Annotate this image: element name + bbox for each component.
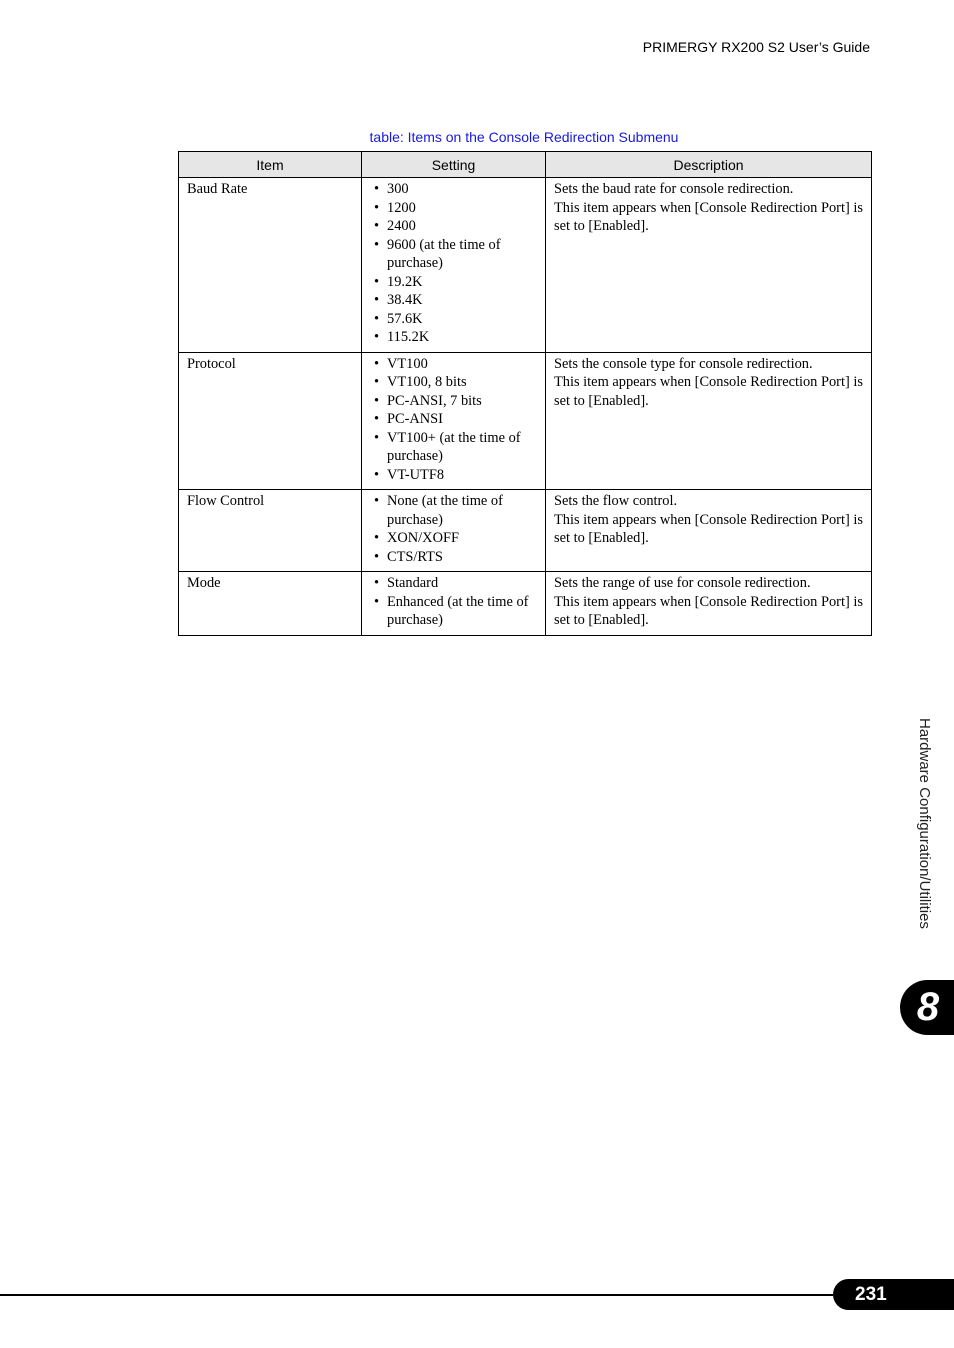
setting-options-list: [370, 180, 537, 347]
item-cell: Protocol: [179, 352, 362, 490]
table-row: [179, 178, 872, 353]
setting-option: • 2400: [387, 217, 537, 236]
setting-option: • 19.2K: [387, 273, 537, 292]
table-row: [179, 490, 872, 572]
setting-option: • VT100: [387, 355, 537, 374]
column-header-setting: Setting: [362, 152, 546, 178]
setting-option: • Standard: [387, 574, 537, 593]
description-line: This item appears when [Console Redirection Port] is set to [Enabled].: [554, 593, 863, 628]
description-line: Sets the console type for console redirection.: [554, 355, 813, 372]
setting-option: • PC-ANSI: [387, 410, 537, 429]
console-redirection-table: [178, 151, 872, 636]
setting-option: • VT100, 8 bits: [387, 373, 537, 392]
description-line: This item appears when [Console Redirection Port] is set to [Enabled].: [554, 374, 863, 409]
description-line: Sets the range of use for console redirection.: [554, 575, 811, 591]
setting-cell: [362, 490, 546, 572]
description-line: This item appears when [Console Redirection Port] is set to [Enabled].: [554, 511, 863, 546]
column-header-description: Description: [546, 152, 872, 178]
item-cell: Flow Control: [179, 490, 362, 572]
setting-cell: [362, 572, 546, 636]
description-cell: [546, 490, 872, 572]
setting-cell: [362, 352, 546, 490]
chapter-number: 8: [916, 985, 940, 1029]
description-cell: [546, 572, 872, 636]
setting-cell: [362, 178, 546, 353]
description-cell: [546, 178, 872, 353]
running-header-title: PRIMERGY RX200 S2 User’s Guide: [642, 39, 870, 55]
footer-rule: [0, 1294, 850, 1296]
description-line: Sets the flow control.: [554, 493, 678, 509]
page-number-badge: [833, 1279, 954, 1310]
setting-option: • 115.2K: [387, 328, 537, 347]
setting-option: • Enhanced (at the time of purchase): [387, 593, 537, 630]
setting-option: • XON/XOFF: [387, 529, 537, 548]
setting-option: • 300: [387, 180, 537, 199]
setting-options-list: [370, 355, 537, 485]
column-header-item: Item: [179, 152, 362, 178]
page-number: 231: [855, 1283, 887, 1305]
table-header-row: [179, 152, 872, 178]
setting-option: • VT100+ (at the time of purchase): [387, 429, 537, 466]
chapter-tab: [900, 980, 954, 1035]
description-line: Sets the baud rate for console redirection.: [554, 181, 794, 197]
setting-option: • PC-ANSI, 7 bits: [387, 392, 537, 411]
setting-option: • 1200: [387, 199, 537, 218]
setting-option: • VT-UTF8: [387, 466, 537, 485]
table-row: [179, 352, 872, 490]
setting-option: • CTS/RTS: [387, 548, 537, 567]
setting-options-list: [370, 492, 537, 566]
setting-option: • 38.4K: [387, 291, 537, 310]
setting-option: • 57.6K: [387, 310, 537, 329]
section-side-label: Hardware Configuration/Utilities: [916, 718, 933, 929]
description-line: This item appears when [Console Redirection Port] is set to [Enabled].: [554, 199, 863, 234]
item-cell: Baud Rate: [179, 178, 362, 353]
table-row: [179, 572, 872, 636]
setting-options-list: [370, 574, 537, 630]
table-caption: table: Items on the Console Redirection Submenu: [369, 129, 679, 145]
item-cell: Mode: [179, 572, 362, 636]
setting-option: • 9600 (at the time of purchase): [387, 236, 537, 273]
setting-option: • None (at the time of purchase): [387, 492, 537, 529]
description-cell: [546, 352, 872, 490]
